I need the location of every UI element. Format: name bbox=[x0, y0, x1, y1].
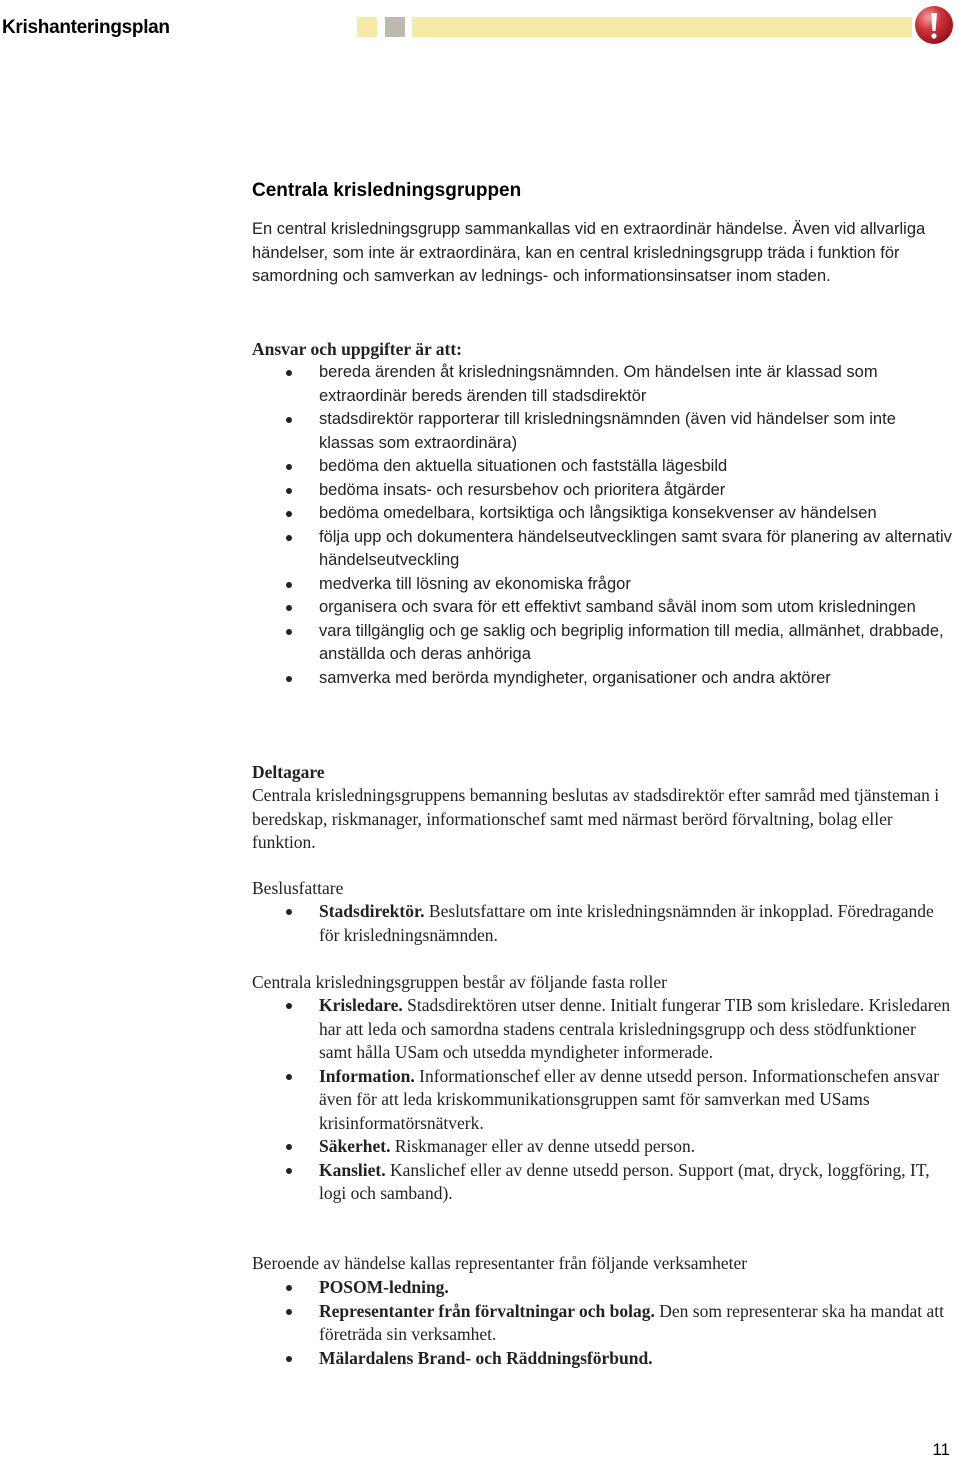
list-item-label: POSOM-ledning. bbox=[319, 1277, 449, 1297]
document-header-title: Krishanteringsplan bbox=[2, 17, 170, 38]
list-item-text: Kanslichef eller av denne utsedd person. Support (mat, dryck, loggföring, IT, logi och samband). bbox=[319, 1159, 930, 1203]
bullet-icon bbox=[286, 605, 292, 611]
bullet-icon bbox=[286, 909, 292, 915]
list-item-text: medverka till lösning av ekonomiska frågor bbox=[319, 574, 631, 593]
list-item-text: bedöma den aktuella situationen och fastställa lägesbild bbox=[319, 457, 728, 475]
list-item-label: Krisledare. bbox=[319, 995, 403, 1015]
list-item-text: bedöma omedelbara, kortsiktiga och långsiktiga konsekvenser av händelsen bbox=[319, 504, 877, 522]
bullet-icon bbox=[286, 511, 292, 517]
representatives-list bbox=[252, 1276, 952, 1370]
list-item bbox=[252, 667, 952, 691]
list-item-text: vara tillgänglig och ge saklig och begriplig information till media, allmänhet, drabbade, anställda och deras anhöriga bbox=[319, 621, 944, 663]
list-item-text: Informationschef eller av denne utsedd person. Informationschefen ansvar även för att leda kriskommunikationsgruppen samt för samverkan med USams krisinformatörsnätverk. bbox=[319, 1065, 940, 1133]
bullet-icon bbox=[286, 1074, 292, 1080]
roles-list bbox=[252, 994, 952, 1206]
list-item-text: organisera och svara för ett effektivt samband såväl inom som utom krisledningen bbox=[319, 598, 916, 616]
bullet-icon bbox=[286, 1144, 292, 1150]
list-item bbox=[252, 1065, 952, 1136]
list-item bbox=[252, 361, 952, 408]
list-item bbox=[252, 526, 952, 573]
list-item-text: bedöma insats- och resursbehov och prioritera åtgärder bbox=[319, 480, 726, 499]
bullet-icon bbox=[286, 1309, 292, 1315]
list-item bbox=[252, 1276, 952, 1300]
tasks-heading: Ansvar och uppgifter är att: bbox=[252, 339, 462, 359]
list-item-text: Stadsdirektören utser denne. Initialt fungerar TIB som krisledare. Krisledaren har att leda och samordna stadens centrala krisledningsgrupp och dess stödfunktioner samt hålla USam och utsedda myndigheter informerade. bbox=[319, 995, 951, 1062]
decision-heading: Beslusfattare bbox=[252, 878, 344, 898]
bullet-icon bbox=[286, 1356, 292, 1362]
participants-paragraph: Centrala krisledningsgruppens bemanning beslutas av stadsdirektör efter samråd med tjänsteman i beredskap, riskmanager, informationschef samt med närmast berörd förvaltning, bolag eller funktion. bbox=[252, 785, 940, 852]
bullet-icon bbox=[286, 1003, 292, 1009]
list-item-text: Beslutsfattare om inte krisledningsnämnden är inkopplad. Föredragande för krisledningsnämnden. bbox=[319, 901, 934, 945]
list-item bbox=[252, 596, 952, 620]
bullet-icon bbox=[286, 370, 292, 376]
section-title: Centrala krisledningsgruppen bbox=[252, 180, 522, 201]
list-item bbox=[252, 455, 952, 479]
header-gray-square bbox=[385, 17, 405, 37]
list-item-label: Mälardalens Brand- och Räddningsförbund. bbox=[319, 1347, 653, 1368]
list-item bbox=[252, 620, 952, 667]
list-item bbox=[252, 900, 952, 947]
bullet-icon bbox=[286, 1285, 292, 1291]
list-item bbox=[252, 1347, 952, 1371]
page-number: 11 bbox=[932, 1440, 950, 1459]
list-item-label: Stadsdirektör. bbox=[319, 901, 425, 921]
bullet-icon bbox=[286, 629, 292, 635]
list-item-label: Representanter från förvaltningar och bolag. bbox=[319, 1300, 655, 1321]
list-item-text: bereda ärenden åt krisledningsnämnden. Om händelsen inte är klassad som extraordinär bereds ärenden till stadsdirektör bbox=[319, 363, 878, 405]
list-item-label: Information. bbox=[319, 1065, 415, 1086]
list-item-text: Riskmanager eller av denne utsedd person. bbox=[390, 1136, 696, 1156]
bullet-icon bbox=[286, 1168, 292, 1174]
list-item-label: Kansliet. bbox=[319, 1159, 386, 1180]
list-item bbox=[252, 1300, 952, 1347]
list-item bbox=[252, 573, 952, 597]
list-item bbox=[252, 502, 952, 526]
bullet-icon bbox=[286, 488, 292, 494]
list-item bbox=[252, 1159, 952, 1206]
list-item-label: Säkerhet. bbox=[319, 1136, 391, 1156]
list-item bbox=[252, 994, 952, 1065]
exclamation-alert-icon bbox=[914, 5, 954, 45]
list-item-text: samverka med berörda myndigheter, organisationer och andra aktörer bbox=[319, 668, 831, 687]
participants-heading: Deltagare bbox=[252, 762, 325, 782]
tasks-list bbox=[252, 361, 952, 690]
list-item-text: stadsdirektör rapporterar till krisledningsnämnden (även vid händelser som inte klassas som extraordinära) bbox=[319, 410, 896, 452]
bullet-icon bbox=[286, 535, 292, 541]
intro-paragraph: En central krisledningsgrupp sammankallas vid en extraordinär händelse. Även vid allvarliga händelser, som inte är extraordinära, kan en central krisledningsgrupp träda i funktion för samordning och samverkan av lednings- och informationsinsatser inom staden. bbox=[252, 220, 926, 285]
bullet-icon bbox=[286, 464, 292, 470]
decision-list bbox=[252, 900, 952, 947]
bullet-icon bbox=[286, 676, 292, 682]
representatives-heading: Beroende av händelse kallas representanter från följande verksamheter bbox=[252, 1253, 748, 1273]
list-item bbox=[252, 408, 952, 455]
bullet-icon bbox=[286, 582, 292, 588]
header-accent-square bbox=[357, 17, 377, 37]
header-accent-bar bbox=[412, 17, 912, 37]
list-item bbox=[252, 479, 952, 503]
list-item bbox=[252, 1135, 952, 1159]
list-item-text: följa upp och dokumentera händelseutvecklingen samt svara för planering av alternativ händelseutveckling bbox=[319, 527, 952, 569]
list-item-text: Den som representerar ska ha mandat att företräda sin verksamhet. bbox=[319, 1300, 945, 1344]
bullet-icon bbox=[286, 417, 292, 423]
roles-heading: Centrala krisledningsgruppen består av följande fasta roller bbox=[252, 972, 667, 992]
